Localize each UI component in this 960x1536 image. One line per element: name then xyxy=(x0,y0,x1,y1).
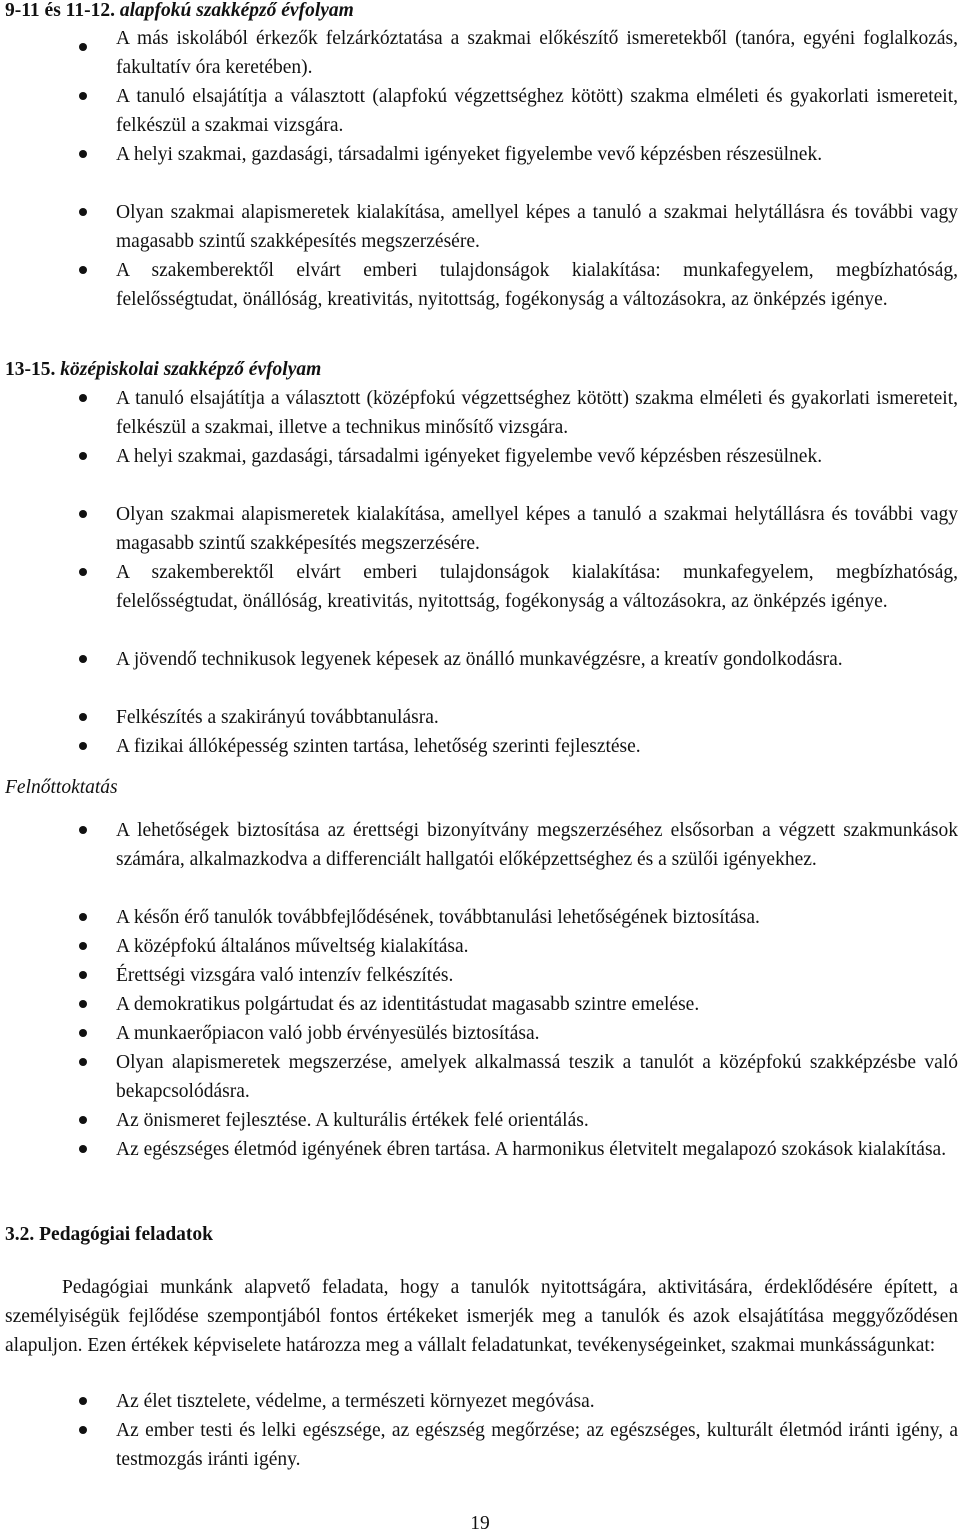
list-item: Olyan szakmai alapismeretek kialakítása, amellyel képes a tanuló a szakmai helytállásra és további vagy magasabb szintű szakképesítés megszerzésére. xyxy=(116,202,958,252)
bullet-icon xyxy=(79,266,87,274)
list-item: A más iskolából érkezők felzárkóztatása a szakmai előkészítő ismeretekből (tanóra, egyéni foglalkozás, fakultatív óra keretében). xyxy=(116,28,958,78)
heading-title: alapfokú szakképző évfolyam xyxy=(119,0,354,21)
bullet-icon xyxy=(79,1116,87,1124)
list-item: A szakemberektől elvárt emberi tulajdonságok kialakítása: munkafegyelem, megbízhatóság, felelősségtudat, önállóság, kreativitás, nyitottság, fogékonyság a változásokra, az önképzés igénye. xyxy=(116,562,958,612)
list-item: Az önismeret fejlesztése. A kulturális értékek felé orientálás. xyxy=(116,1110,589,1131)
list-item: A lehetőségek biztosítása az érettségi bizonyítvány megszerzéséhez elsősorban a végzett szakmunkások számára, alkalmazkodva a differenciált hallgatói előképzettséghez és a szülői igényekhez. xyxy=(116,820,958,870)
bullet-icon xyxy=(79,394,87,402)
bullet-icon xyxy=(79,655,87,663)
list-item: Az ember testi és lelki egészsége, az egészség megőrzése; az egészséges, kulturált életmód iránti igény, a testmozgás iránti igény. xyxy=(116,1420,958,1470)
bullet-icon xyxy=(79,826,87,834)
list-item: A helyi szakmai, gazdasági, társadalmi igényeket figyelembe vevő képzésben részesülnek. xyxy=(116,446,823,467)
heading-number: 13-15. xyxy=(5,359,56,380)
bullet-icon xyxy=(79,1029,87,1037)
section-heading-kozepiskolai xyxy=(5,359,321,381)
list-item: A fizikai állóképesség szinten tartása, lehetőség szerinti fejlesztése. xyxy=(116,736,641,757)
list-item: A munkaerőpiacon való jobb érvényesülés biztosítása. xyxy=(116,1023,540,1044)
list-item: Érettségi vizsgára való intenzív felkészítés. xyxy=(116,965,454,986)
bullet-icon xyxy=(79,1145,87,1153)
bullet-icon xyxy=(79,208,87,216)
bullet-icon xyxy=(79,942,87,950)
list-item: Olyan szakmai alapismeretek kialakítása, amellyel képes a tanuló a szakmai helytállásra és további vagy magasabb szintű szakképesítés megszerzésére. xyxy=(116,504,958,554)
list-item: A jövendő technikusok legyenek képesek az önálló munkavégzésre, a kreatív gondolkodásra. xyxy=(116,649,843,670)
page-number: 19 xyxy=(470,1513,490,1534)
bullet-icon xyxy=(79,1058,87,1066)
list-item: A tanuló elsajátítja a választott (alapfokú végzettséghez kötött) szakma elméleti és gyakorlati ismereteit, felkészül a szakmai vizsgára. xyxy=(116,86,958,136)
list-item: A demokratikus polgártudat és az identitástudat magasabb szintre emelése. xyxy=(116,994,700,1015)
bullet-icon xyxy=(79,150,87,158)
list-item: A helyi szakmai, gazdasági, társadalmi igényeket figyelembe vevő képzésben részesülnek. xyxy=(116,144,823,165)
bullet-icon xyxy=(79,92,87,100)
list-item: A szakemberektől elvárt emberi tulajdonságok kialakítása: munkafegyelem, megbízhatóság, felelősségtudat, önállóság, kreativitás, nyitottság, fogékonyság a változásokra, az önképzés igénye. xyxy=(116,260,958,310)
list-item: Felkészítés a szakirányú továbbtanulásra. xyxy=(116,707,439,728)
bullet-icon xyxy=(79,713,87,721)
bullet-icon xyxy=(79,1397,87,1405)
bullet-icon xyxy=(79,510,87,518)
pedagogiai-paragraph: Pedagógiai munkánk alapvető feladata, hogy a tanulók nyitottságára, aktivitására, érdeklődésére épített, a személyiségük fejlődése szempontjából fontos értékeket ismerjék meg a tanulók és azok elsajátítása meggyőződésen alapuljon. Ezen értékek képviselete határozza meg a vállalt feladatunkat, tevékenységeinket, szakmai munkásságunkat: xyxy=(5,1277,958,1356)
bullet-icon xyxy=(79,43,87,51)
bullet-icon xyxy=(79,452,87,460)
section-heading-alapfoku xyxy=(5,0,354,22)
list-item: A tanuló elsajátítja a választott (középfokú végzettséghez kötött) szakma elméleti és gyakorlati ismereteit, felkészül a szakmai, illetve a technikus minősítő vizsgára. xyxy=(116,388,958,438)
bullet-icon xyxy=(79,568,87,576)
list-item: Olyan alapismeretek megszerzése, amelyek alkalmassá teszik a tanulót a középfokú szakképzésbe való bekapcsolódásra. xyxy=(116,1052,958,1102)
list-item: Az élet tisztelete, védelme, a természeti környezet megóvása. xyxy=(116,1391,595,1412)
bullet-icon xyxy=(79,913,87,921)
section-heading-pedagogiai-feladatok: 3.2. Pedagógiai feladatok xyxy=(5,1224,213,1245)
list-item: A későn érő tanulók továbbfejlődésének, továbbtanulási lehetőségének biztosítása. xyxy=(116,907,760,928)
bullet-icon xyxy=(79,742,87,750)
bullet-icon xyxy=(79,971,87,979)
section-heading-felnottoktatas: Felnőttoktatás xyxy=(5,777,118,798)
heading-title: középiskolai szakképző évfolyam xyxy=(60,359,322,380)
bullet-icon xyxy=(79,1426,87,1434)
bullet-icon xyxy=(79,1000,87,1008)
list-item: Az egészséges életmód igényének ébren tartása. A harmonikus életvitelt megalapozó szokások kialakítása. xyxy=(116,1139,947,1160)
heading-number: 9-11 és 11-12. xyxy=(5,0,115,21)
list-item: A középfokú általános műveltség kialakítása. xyxy=(116,936,469,957)
